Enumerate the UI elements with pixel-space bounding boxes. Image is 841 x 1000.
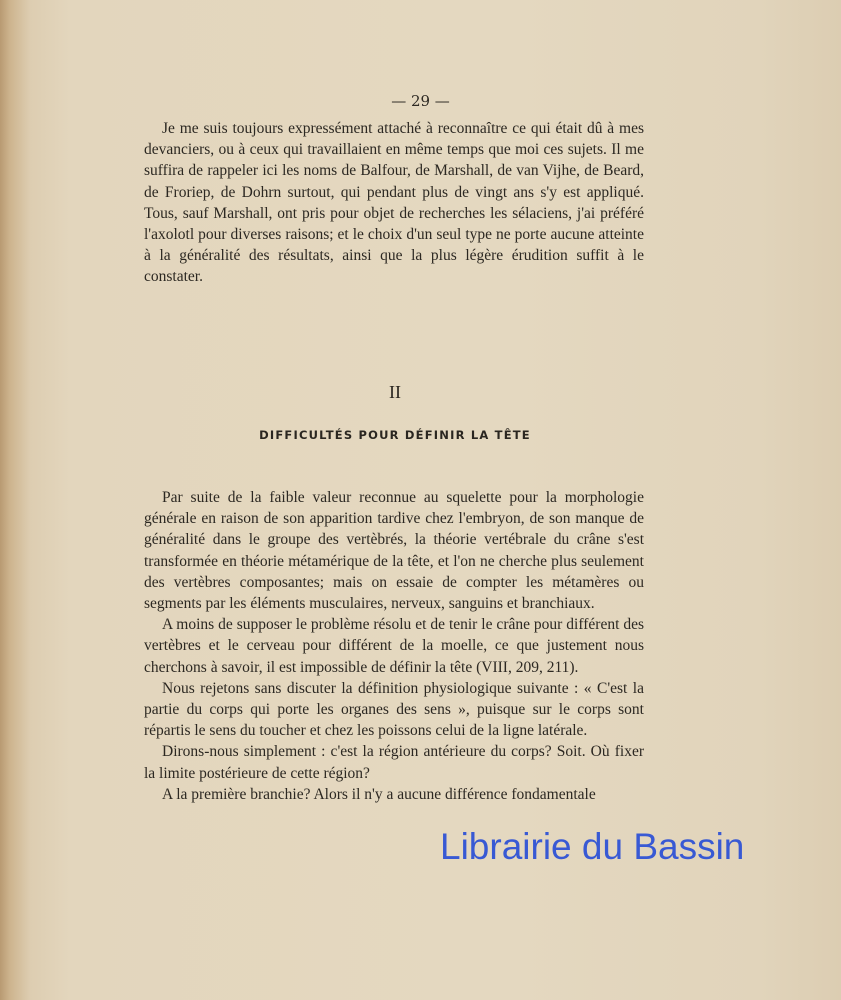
body-paragraph-2: A moins de supposer le problème résolu et de tenir le crâne pour différent des vertèbres et le cerveau pour différent de la moelle, ce que justement nous cherchons à savoir, il est impossible de définir la tête (VIII, 209, 211).	[144, 616, 644, 676]
intro-paragraph: Je me suis toujours expressément attaché à reconnaître ce qui était dû à mes devanciers, ou à ceux qui travaillaient en même temps que moi ces sujets. Il me suffira de rappeler ici les noms de Balfour, de Marshall, de van Vijhe, de Beard, de Froriep, de Dohrn surtout, qui pendant plus de vingt ans s'y est appliqué. Tous, sauf Marshall, ont pris pour objet de recherches les sélaciens, j'ai préféré l'axolotl pour diverses raisons; et le choix d'un seul type ne porte aucune atteinte à la généralité des résultats, ainsi que la plus légère érudition suffit à le constater.	[144, 120, 644, 286]
watermark-logo: Librairie du Bassin	[440, 826, 745, 867]
section-heading: DIFFICULTÉS POUR DÉFINIR LA TÊTE	[259, 428, 531, 442]
body-paragraph-5: A la première branchie? Alors il n'y a aucune différence fondamentale	[162, 785, 596, 803]
section-numeral: II	[389, 382, 401, 402]
intro-text	[144, 118, 644, 288]
page-number: — 29 —	[391, 92, 450, 110]
body-paragraph-1: Par suite de la faible valeur reconnue au squelette pour la morphologie générale en raison de son apparition tardive chez l'embryon, de son manque de généralité dans le groupe des vertèbrés, la théorie vertébrale du crâne s'est transformée en théorie métamérique de la tête, et l'on ne cherche plus seulement des vertèbres composantes; mais on essaie de compter les métamères ou segments par les éléments musculaires, nerveux, sanguins et branchiaux.	[144, 489, 644, 613]
body-paragraph-4: Dirons-nous simplement : c'est la région antérieure du corps? Soit. Où fixer la limite postérieure de cette région?	[144, 743, 644, 782]
section-body	[144, 487, 644, 805]
body-paragraph-3: Nous rejetons sans discuter la définition physiologique suivante : « C'est la partie du corps qui porte les organes des sens », puisque sur le corps sont répartis le sens du toucher et chez les poissons celui de la ligne latérale.	[144, 679, 644, 740]
